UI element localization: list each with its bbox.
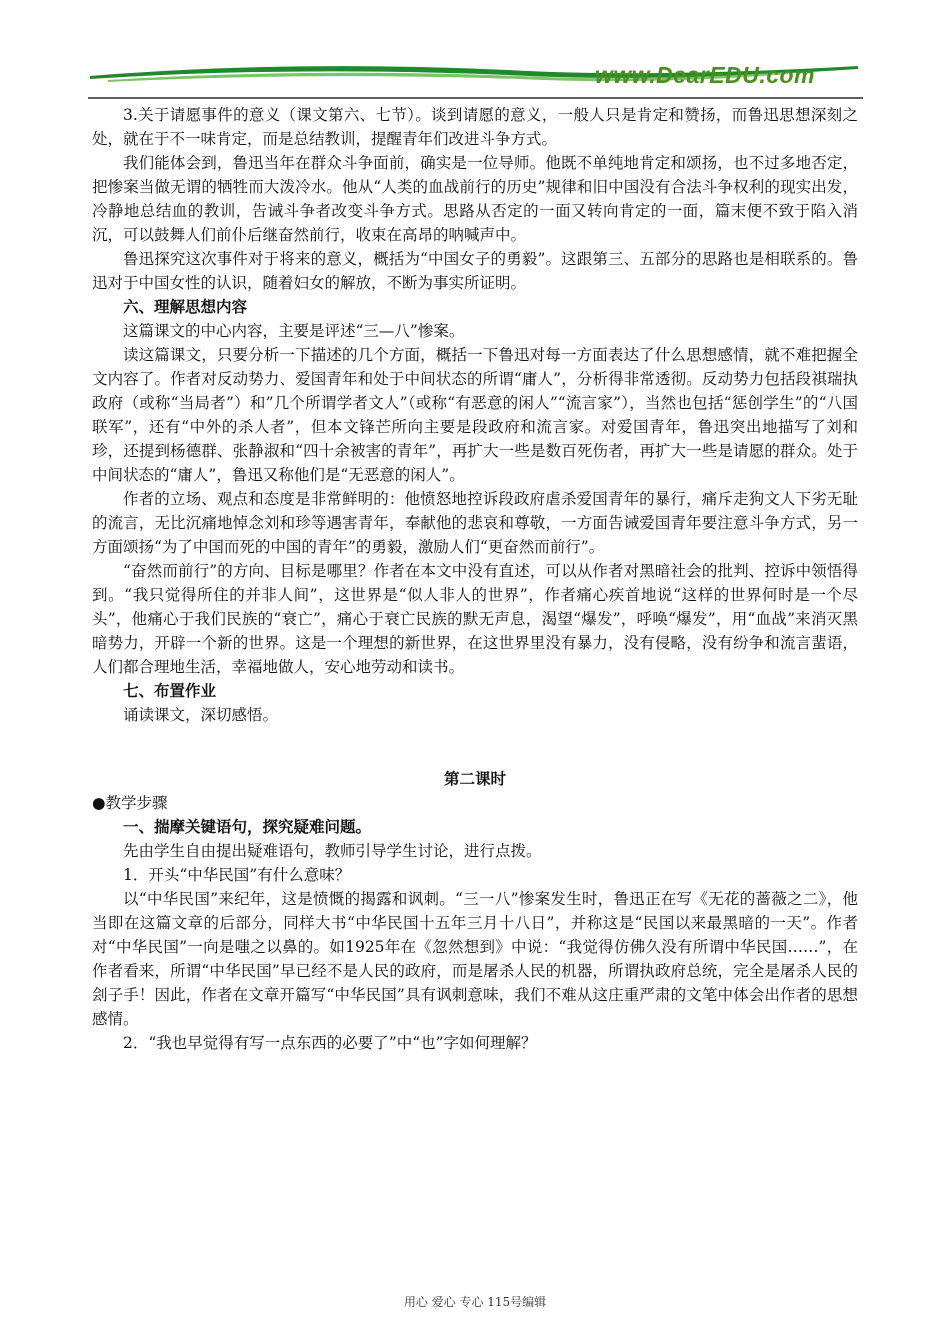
- section-heading-7: 七、布置作业: [123, 682, 217, 700]
- paragraph: 3.关于请愿事件的意义（课文第六、七节）。谈到请愿的意义，一般人只是肯定和赞扬，而鲁迅思想深刻之处，就在于不一味肯定，而是总结教训，提醒青年们改进斗争方式。: [92, 106, 858, 148]
- paragraph: 这篇课文的中心内容，主要是评述“三—八”惨案。: [123, 322, 465, 340]
- paragraph: 我们能体会到，鲁迅当年在群众斗争面前，确实是一位导师。他既不单纯地肯定和颂扬，也不过多地否定，把惨案当做无谓的牺牲而大泼冷水。他从“人类的血战前行的历史”规律和旧中国没有合法斗争权利的现实出发，冷静地总结血的教训，告诫斗争者改变斗争方式。思路从否定的一面又转向肯定的一面，篇末便不致于陷入消沉，可以鼓舞人们前仆后继奋然前行，收束在高昂的呐喊声中。: [92, 154, 858, 244]
- paragraph: 先由学生自由提出疑难语句，教师引导学生讨论，进行点拨。: [123, 842, 542, 860]
- paragraph: 鲁迅探究这次事件对于将来的意义，概括为“中国女子的勇毅”。这跟第三、五部分的思路也是相联系的。鲁迅对于中国女性的认识，随着妇女的解放，不断为事实所证明。: [92, 250, 858, 292]
- question: 2．“我也早觉得有写一点东西的必要了”中“也”字如何理解？: [123, 1034, 537, 1052]
- paragraph: 诵读课文，深切感悟。: [123, 706, 279, 724]
- answer: 以“中华民国”来纪年，这是愤慨的揭露和讽刺。“三一八”惨案发生时，鲁迅正在写《无花的蔷薇之二》，他当即在这篇文章的后部分，同样大书“中华民国十五年三月十八日”，并称这是“民国以来最黑暗的一天”。作者对“中华民国”一向是嗤之以鼻的。如1925年在《忽然想到》中说：“我觉得仿佛久没有所谓中华民国……”，在作者看来，所谓“中华民国”早已经不是人民的政府，而是屠杀人民的机器，所谓执政府总统，完全是屠杀人民的刽子手！因此，作者在文章开篇写“中华民国”具有讽刺意味，我们不难从这庄重严肃的文笔中体会出作者的思想感情。: [92, 890, 858, 1028]
- site-header: [88, 56, 863, 100]
- paragraph: 作者的立场、观点和态度是非常鲜明的：他愤怒地控诉段政府虐杀爱国青年的暴行，痛斥走狗文人下劣无耻的流言，无比沉痛地悼念刘和珍等遇害青年，奉献他的悲哀和尊敬，一方面告诫爱国青年要注意斗争方式，另一方面颂扬“为了中国而死的中国的青年”的勇毅，激励人们“更奋然而前行”。: [92, 490, 858, 556]
- question: 1．开头“中华民国”有什么意味？: [123, 866, 351, 884]
- paragraph: 读这篇课文，只要分析一下描述的几个方面，概括一下鲁迅对每一方面表达了什么思想感情，就不难把握全文内容了。作者对反动势力、爱国青年和处于中间状态的所谓“庸人”，分析得非常透彻。反动势力包括段祺瑞执政府（或称“当局者”）和”几个所谓学者文人”（或称“有恶意的闲人”“流言家”），当然也包括“惩创学生”的“八国联军”，还有“中外的杀人者”，但本文锋芒所向主要是段政府和流言家。对爱国青年，鲁迅突出地描写了刘和珍，还提到杨德群、张静淑和“四十余被害的青年”，再扩大一些是数百死伤者，再扩大一些是请愿的群众。处于中间状态的“庸人”，鲁迅又称他们是“无恶意的闲人”。: [92, 346, 858, 484]
- steps-label: ●教学步骤: [92, 794, 168, 812]
- paragraph: “奋然而前行”的方向、目标是哪里？作者在本文中没有直述，可以从作者对黑暗社会的批判、控诉中领悟得到。“我只觉得所住的并非人间”，这世界是“似人非人的世界”，作者痛心疾首地说“这样的世界何时是一个尽头”，他痛心于我们民族的“衰亡”，痛心于衰亡民族的默无声息，渴望“爆发”，呼唤“爆发”，用“血战”来消灭黑暗势力，开辟一个新的世界。这是一个理想的新世界，在这世界里没有暴力，没有侵略，没有纷争和流言蜚语，人们都合理地生活，幸福地做人，安心地劳动和读书。: [92, 562, 858, 676]
- section-heading-6: 六、理解思想内容: [123, 298, 248, 316]
- lesson-title: 第二课时: [443, 770, 506, 788]
- site-logo-text[interactable]: www.DearEDU.com: [594, 62, 815, 88]
- document-body: [92, 103, 858, 1055]
- step-heading-1: 一、揣摩关键语句，探究疑难问题。: [123, 818, 372, 836]
- page-footer: 用心 爱心 专心 115号编辑: [403, 1295, 547, 1309]
